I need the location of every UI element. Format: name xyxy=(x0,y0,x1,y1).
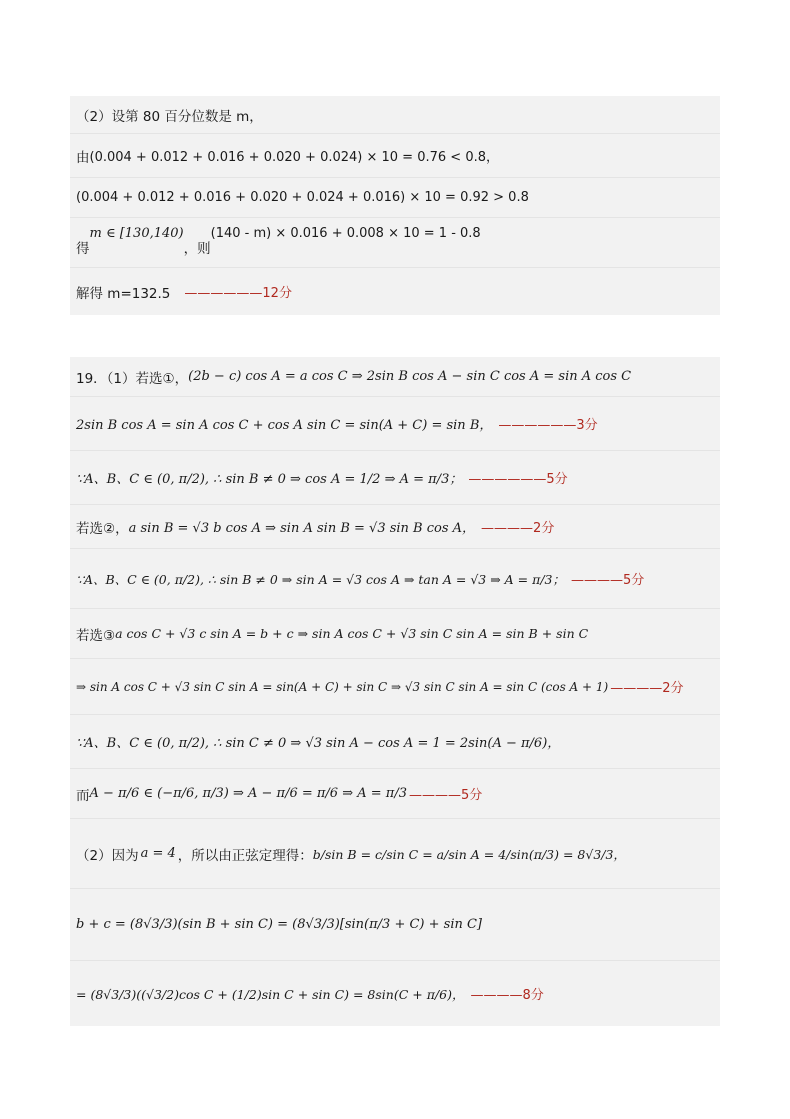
formula-sum-second: (0.004 + 0.012 + 0.016 + 0.020 + 0.024 + 0.016) × 10 = 0.92 > 0.8 xyxy=(76,190,529,205)
formula-range-a: A − π/6 ∈ (−π/6, π/3) ⇒ A − π/6 = π/6 ⇒ A = π/3 xyxy=(89,786,407,801)
text-choice-3: 若选③ xyxy=(76,627,116,644)
score-2-b: ————2分 xyxy=(610,681,684,696)
formula-sum-first: (0.004 + 0.012 + 0.016 + 0.020 + 0.024) × 10 = 0.76 < 0.8， xyxy=(89,150,499,165)
formula-equation-m: (140 - m) × 0.016 + 0.008 × 10 = 1 - 0.8 xyxy=(210,226,481,241)
line-b-plus-c xyxy=(70,889,720,961)
line-choice-1 xyxy=(70,357,720,397)
formula-expand: ⇒ sin A cos C + √3 sin C sin A = sin(A + C) + sin C ⇒ √3 sin C sin A = sin C (cos A + 1) xyxy=(76,679,609,694)
text-then: ，则 xyxy=(183,241,211,257)
formula-choice-1: (2b − c) cos A = a cos C ⇒ 2sin B cos A − sin C cos A = sin A cos C xyxy=(188,369,632,384)
line-sine-law xyxy=(70,819,720,889)
score-5-a: ——————5分 xyxy=(468,472,568,487)
text-er: 而 xyxy=(76,787,90,804)
line-assume-percentile xyxy=(70,96,720,134)
line-sum-first xyxy=(70,134,720,178)
line-final xyxy=(70,961,720,1026)
text-sine-law: ，所以由正弦定理得： xyxy=(177,847,313,864)
solution-block-triangle xyxy=(70,357,720,1026)
score-3: ——————3分 xyxy=(498,418,598,433)
formula-tan-a: ∵A、B、C ∈ (0, π/2), ∴ sin B ≠ 0 ⇒ sin A = √3 cos A ⇒ tan A = √3 ⇒ A = π/3； xyxy=(76,571,566,587)
formula-sin-b: 2sin B cos A = sin A cos C + cos A sin C = sin(A + C) = sin B， xyxy=(76,418,493,433)
line-sum-second xyxy=(70,178,720,218)
line-choice-3 xyxy=(70,609,720,659)
text-result: 解得 m=132.5 xyxy=(76,285,171,302)
formula-b-plus-c: b + c = (8√3/3)(sin B + sin C) = (8√3/3)[sin(π/3 + C) + sin C] xyxy=(76,917,483,932)
text-de: 得 xyxy=(76,241,90,257)
formula-final: = (8√3/3)((√3/2)cos C + (1/2)sin C + sin C) = 8sin(C + π/6)， xyxy=(76,986,465,1002)
text-assume: （2）设第 80 百分位数是 m， xyxy=(76,108,263,125)
formula-choice-3: a cos C + √3 c sin A = b + c ⇒ sin A cos C + √3 sin C sin A = sin B + sin C xyxy=(115,626,589,641)
line-cos-a xyxy=(70,451,720,505)
line-expand xyxy=(70,659,720,715)
line-range-a xyxy=(70,769,720,819)
score-2-a: ————2分 xyxy=(481,521,555,536)
line-sin-b xyxy=(70,397,720,451)
line-sin-c xyxy=(70,715,720,769)
formula-sin-c: ∵A、B、C ∈ (0, π/2), ∴ sin C ≠ 0 ⇒ √3 sin A − cos A = 1 = 2sin(A − π/6)， xyxy=(76,736,561,751)
line-choice-2 xyxy=(70,505,720,549)
formula-interval: m ∈ [130,140) xyxy=(89,226,184,241)
score-5-b: ————5分 xyxy=(571,573,645,588)
score-5-c: ————5分 xyxy=(408,788,483,803)
line-result xyxy=(70,268,720,315)
text-choice-1: 19．（1）若选①， xyxy=(76,370,189,387)
solution-block-percentile xyxy=(70,96,720,315)
formula-sine-law: b/sin B = c/sin C = a/sin A = 4/sin(π/3) = 8√3/3， xyxy=(312,846,626,862)
formula-cos-a: ∵A、B、C ∈ (0, π/2), ∴ sin B ≠ 0 ⇒ cos A = 1/2 ⇒ A = π/3； xyxy=(76,472,463,487)
score-8: ————8分 xyxy=(470,988,544,1003)
line-interval xyxy=(70,218,720,268)
formula-a-equals-4: a = 4 xyxy=(140,846,176,861)
text-choice-2: 若选②， xyxy=(76,520,129,537)
text-you: 由 xyxy=(76,149,90,166)
formula-choice-2: a sin B = √3 b cos A ⇒ sin A sin B = √3 sin B cos A， xyxy=(128,521,476,536)
text-because: （2）因为 xyxy=(76,847,139,864)
score-12: ——————12分 xyxy=(184,286,292,301)
line-tan-a xyxy=(70,549,720,609)
